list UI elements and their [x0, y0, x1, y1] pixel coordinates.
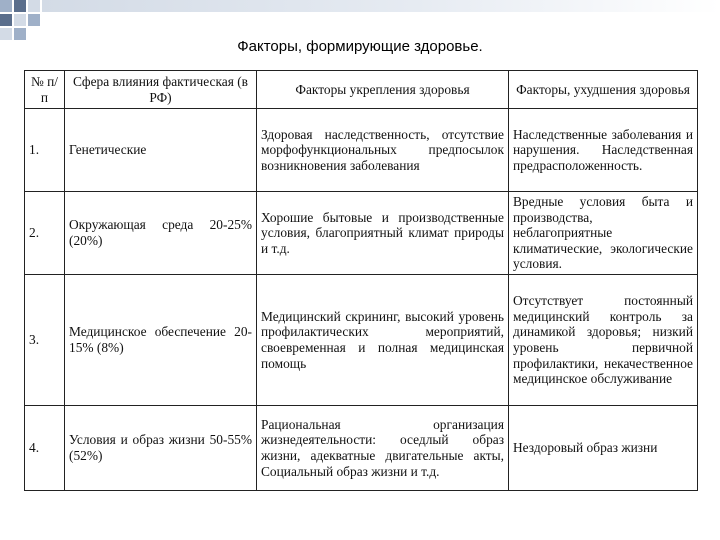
- decor-square: [28, 0, 40, 12]
- header-strengthening: Факторы укрепления здоровья: [257, 71, 509, 109]
- sphere-cell: Окружающая среда 20-25% (20%): [65, 192, 257, 275]
- row-number: 2.: [25, 192, 65, 275]
- decor-square: [0, 14, 12, 26]
- table-row: [25, 109, 698, 192]
- decor-square: [14, 14, 26, 26]
- header-number: № п/п: [25, 71, 65, 109]
- header-sphere: Сфера влияния фактическая (в РФ): [65, 71, 257, 109]
- strengthening-cell: Хорошие бытовые и производственные условия, благоприятный климат природы и т.д.: [257, 192, 509, 275]
- table-header-row: [25, 71, 698, 109]
- sphere-cell: Генетические: [65, 109, 257, 192]
- row-number: 4.: [25, 406, 65, 491]
- worsening-cell: Нездоровый образ жизни: [509, 406, 698, 491]
- decor-strip: [42, 0, 720, 12]
- corner-decoration: [0, 0, 720, 40]
- strengthening-cell: Рациональная организация жизнедеятельности: оседлый образ жизни, адекватные двигательные акты, Социальный образ жизни и т.д.: [257, 406, 509, 491]
- decor-square: [14, 0, 26, 12]
- row-number: 1.: [25, 109, 65, 192]
- factors-table: [24, 70, 698, 491]
- worsening-cell: Отсутствует постоянный медицинский контроль за динамикой здоровья; низкий уровень первичной профилактики, некачественное медицинское обслуживание: [509, 275, 698, 406]
- table-row: [25, 192, 698, 275]
- header-worsening: Факторы, ухудшения здоровья: [509, 71, 698, 109]
- page-title: Факторы, формирующие здоровье.: [237, 38, 483, 55]
- sphere-cell: Медицинское обеспечение 20-15% (8%): [65, 275, 257, 406]
- worsening-cell: Наследственные заболевания и нарушения. Наследственная предрасположенность.: [509, 109, 698, 192]
- strengthening-cell: Здоровая наследственность, отсутствие морфофункциональных предпосылок возникновения заболевания: [257, 109, 509, 192]
- table-row: [25, 275, 698, 406]
- decor-square: [28, 14, 40, 26]
- strengthening-cell: Медицинский скрининг, высокий уровень профилактических мероприятий, своевременная и полная медицинская помощь: [257, 275, 509, 406]
- row-number: 3.: [25, 275, 65, 406]
- worsening-cell: Вредные условия быта и производства, неблагоприятные климатические, экологические условия.: [509, 192, 698, 275]
- table-row: [25, 406, 698, 491]
- decor-square: [0, 0, 12, 12]
- sphere-cell: Условия и образ жизни 50-55% (52%): [65, 406, 257, 491]
